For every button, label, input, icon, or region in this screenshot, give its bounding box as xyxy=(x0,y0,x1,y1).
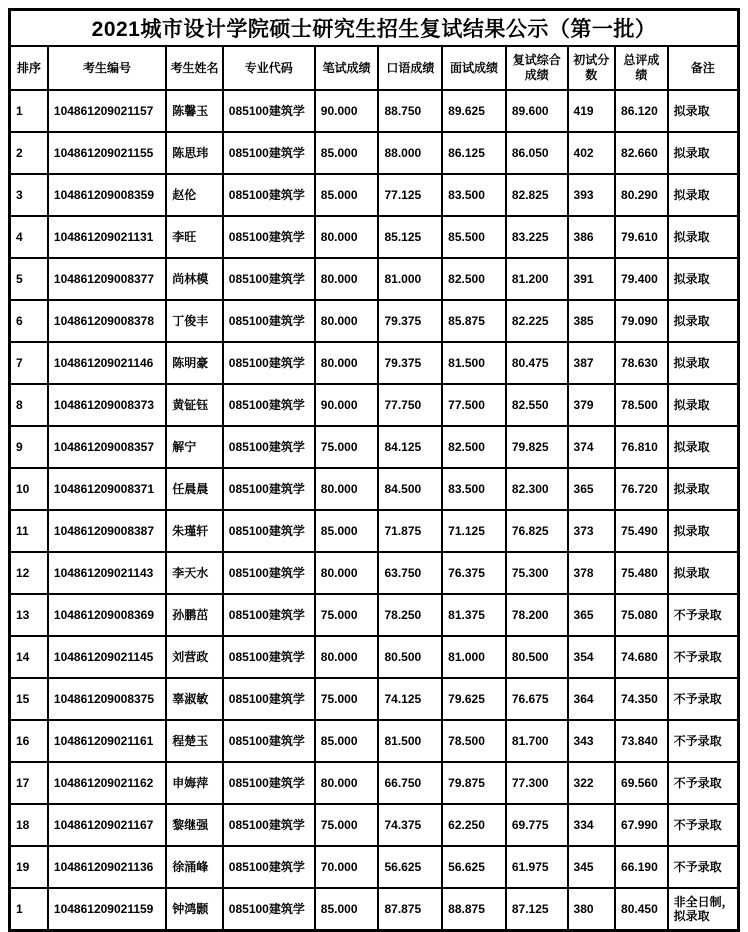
cell-remark: 拟录取 xyxy=(668,426,739,468)
cell-initial-score: 386 xyxy=(568,216,616,258)
column-header-candidate-name: 考生姓名 xyxy=(166,46,223,90)
table-row xyxy=(10,384,739,426)
cell-interview-score: 89.625 xyxy=(442,90,506,132)
cell-interview-score: 81.000 xyxy=(442,636,506,678)
cell-rank: 10 xyxy=(10,468,48,510)
cell-candidate-number: 104861209008378 xyxy=(48,300,166,342)
cell-oral-score: 77.125 xyxy=(378,174,442,216)
cell-rank: 1 xyxy=(10,90,48,132)
cell-remark: 拟录取 xyxy=(668,510,739,552)
cell-initial-score: 402 xyxy=(568,132,616,174)
cell-remark: 拟录取 xyxy=(668,552,739,594)
cell-written-score: 80.000 xyxy=(315,300,379,342)
cell-candidate-number: 104861209008387 xyxy=(48,510,166,552)
cell-rank: 2 xyxy=(10,132,48,174)
cell-written-score: 75.000 xyxy=(315,594,379,636)
cell-candidate-number: 104861209021159 xyxy=(48,888,166,931)
cell-total-score: 69.560 xyxy=(615,762,668,804)
cell-remark: 不予录取 xyxy=(668,846,739,888)
cell-comprehensive-score: 89.600 xyxy=(506,90,568,132)
cell-rank: 19 xyxy=(10,846,48,888)
cell-comprehensive-score: 69.775 xyxy=(506,804,568,846)
cell-major-code: 085100建筑学 xyxy=(223,846,315,888)
cell-comprehensive-score: 80.500 xyxy=(506,636,568,678)
cell-candidate-name: 丁俊丰 xyxy=(166,300,223,342)
cell-initial-score: 393 xyxy=(568,174,616,216)
results-table xyxy=(8,8,740,932)
column-header-remark: 备注 xyxy=(668,46,739,90)
cell-written-score: 80.000 xyxy=(315,762,379,804)
cell-written-score: 85.000 xyxy=(315,720,379,762)
cell-initial-score: 374 xyxy=(568,426,616,468)
cell-comprehensive-score: 82.225 xyxy=(506,300,568,342)
cell-candidate-name: 申娒萍 xyxy=(166,762,223,804)
cell-rank: 5 xyxy=(10,258,48,300)
cell-remark: 不予录取 xyxy=(668,804,739,846)
cell-interview-score: 79.625 xyxy=(442,678,506,720)
table-body xyxy=(10,90,739,931)
cell-total-score: 75.480 xyxy=(615,552,668,594)
cell-total-score: 74.680 xyxy=(615,636,668,678)
cell-major-code: 085100建筑学 xyxy=(223,888,315,931)
cell-comprehensive-score: 77.300 xyxy=(506,762,568,804)
cell-written-score: 85.000 xyxy=(315,132,379,174)
table-row xyxy=(10,258,739,300)
cell-remark: 不予录取 xyxy=(668,720,739,762)
table-row xyxy=(10,132,739,174)
cell-remark: 非全日制，拟录取 xyxy=(668,888,739,931)
cell-candidate-name: 任晨晨 xyxy=(166,468,223,510)
cell-major-code: 085100建筑学 xyxy=(223,468,315,510)
table-row xyxy=(10,888,739,931)
cell-total-score: 76.720 xyxy=(615,468,668,510)
cell-rank: 14 xyxy=(10,636,48,678)
table-row xyxy=(10,300,739,342)
cell-major-code: 085100建筑学 xyxy=(223,132,315,174)
cell-candidate-name: 李旺 xyxy=(166,216,223,258)
cell-candidate-name: 徐涌峰 xyxy=(166,846,223,888)
table-row xyxy=(10,90,739,132)
cell-written-score: 90.000 xyxy=(315,384,379,426)
table-row xyxy=(10,636,739,678)
cell-oral-score: 63.750 xyxy=(378,552,442,594)
cell-comprehensive-score: 83.225 xyxy=(506,216,568,258)
cell-major-code: 085100建筑学 xyxy=(223,90,315,132)
cell-candidate-number: 104861209008375 xyxy=(48,678,166,720)
cell-major-code: 085100建筑学 xyxy=(223,594,315,636)
table-row xyxy=(10,342,739,384)
cell-comprehensive-score: 78.200 xyxy=(506,594,568,636)
cell-total-score: 66.190 xyxy=(615,846,668,888)
cell-interview-score: 86.125 xyxy=(442,132,506,174)
cell-candidate-name: 钟鸿颢 xyxy=(166,888,223,931)
cell-rank: 1 xyxy=(10,888,48,931)
cell-rank: 3 xyxy=(10,174,48,216)
cell-interview-score: 71.125 xyxy=(442,510,506,552)
cell-remark: 拟录取 xyxy=(668,342,739,384)
cell-oral-score: 85.125 xyxy=(378,216,442,258)
cell-comprehensive-score: 76.675 xyxy=(506,678,568,720)
cell-remark: 不予录取 xyxy=(668,762,739,804)
cell-initial-score: 364 xyxy=(568,678,616,720)
cell-oral-score: 78.250 xyxy=(378,594,442,636)
cell-rank: 11 xyxy=(10,510,48,552)
cell-candidate-number: 104861209021157 xyxy=(48,90,166,132)
cell-candidate-number: 104861209021143 xyxy=(48,552,166,594)
cell-candidate-number: 104861209021161 xyxy=(48,720,166,762)
cell-comprehensive-score: 86.050 xyxy=(506,132,568,174)
cell-comprehensive-score: 75.300 xyxy=(506,552,568,594)
cell-initial-score: 365 xyxy=(568,594,616,636)
cell-rank: 9 xyxy=(10,426,48,468)
cell-oral-score: 88.750 xyxy=(378,90,442,132)
cell-comprehensive-score: 79.825 xyxy=(506,426,568,468)
cell-total-score: 78.500 xyxy=(615,384,668,426)
cell-major-code: 085100建筑学 xyxy=(223,300,315,342)
cell-major-code: 085100建筑学 xyxy=(223,258,315,300)
cell-oral-score: 80.500 xyxy=(378,636,442,678)
cell-written-score: 85.000 xyxy=(315,174,379,216)
cell-rank: 4 xyxy=(10,216,48,258)
cell-written-score: 80.000 xyxy=(315,636,379,678)
cell-rank: 12 xyxy=(10,552,48,594)
cell-major-code: 085100建筑学 xyxy=(223,384,315,426)
cell-initial-score: 365 xyxy=(568,468,616,510)
cell-interview-score: 81.500 xyxy=(442,342,506,384)
column-header-rank: 排序 xyxy=(10,46,48,90)
cell-written-score: 75.000 xyxy=(315,426,379,468)
cell-total-score: 78.630 xyxy=(615,342,668,384)
cell-candidate-name: 程楚玉 xyxy=(166,720,223,762)
cell-total-score: 79.610 xyxy=(615,216,668,258)
cell-candidate-name: 朱瑾轩 xyxy=(166,510,223,552)
cell-initial-score: 354 xyxy=(568,636,616,678)
cell-comprehensive-score: 81.200 xyxy=(506,258,568,300)
cell-interview-score: 83.500 xyxy=(442,174,506,216)
cell-interview-score: 56.625 xyxy=(442,846,506,888)
cell-written-score: 90.000 xyxy=(315,90,379,132)
column-header-oral-score: 口语成绩 xyxy=(378,46,442,90)
cell-oral-score: 56.625 xyxy=(378,846,442,888)
cell-major-code: 085100建筑学 xyxy=(223,804,315,846)
cell-comprehensive-score: 61.975 xyxy=(506,846,568,888)
cell-candidate-number: 104861209021136 xyxy=(48,846,166,888)
cell-interview-score: 81.375 xyxy=(442,594,506,636)
table-row xyxy=(10,468,739,510)
cell-comprehensive-score: 81.700 xyxy=(506,720,568,762)
cell-comprehensive-score: 82.825 xyxy=(506,174,568,216)
cell-oral-score: 81.500 xyxy=(378,720,442,762)
cell-rank: 6 xyxy=(10,300,48,342)
cell-rank: 7 xyxy=(10,342,48,384)
cell-written-score: 80.000 xyxy=(315,342,379,384)
column-header-comprehensive-score: 复试综合成绩 xyxy=(506,46,568,90)
cell-candidate-name: 孙鹏茁 xyxy=(166,594,223,636)
cell-initial-score: 345 xyxy=(568,846,616,888)
cell-comprehensive-score: 82.550 xyxy=(506,384,568,426)
cell-initial-score: 380 xyxy=(568,888,616,931)
cell-remark: 拟录取 xyxy=(668,132,739,174)
cell-major-code: 085100建筑学 xyxy=(223,762,315,804)
cell-remark: 不予录取 xyxy=(668,678,739,720)
cell-oral-score: 87.875 xyxy=(378,888,442,931)
cell-candidate-number: 104861209021145 xyxy=(48,636,166,678)
column-header-candidate-number: 考生编号 xyxy=(48,46,166,90)
cell-initial-score: 378 xyxy=(568,552,616,594)
cell-total-score: 76.810 xyxy=(615,426,668,468)
table-row xyxy=(10,720,739,762)
cell-total-score: 79.090 xyxy=(615,300,668,342)
cell-oral-score: 84.125 xyxy=(378,426,442,468)
cell-remark: 拟录取 xyxy=(668,90,739,132)
cell-oral-score: 66.750 xyxy=(378,762,442,804)
table-row xyxy=(10,594,739,636)
cell-initial-score: 322 xyxy=(568,762,616,804)
cell-written-score: 80.000 xyxy=(315,216,379,258)
cell-interview-score: 82.500 xyxy=(442,258,506,300)
cell-major-code: 085100建筑学 xyxy=(223,174,315,216)
cell-written-score: 70.000 xyxy=(315,846,379,888)
cell-oral-score: 79.375 xyxy=(378,300,442,342)
cell-oral-score: 81.000 xyxy=(378,258,442,300)
cell-interview-score: 76.375 xyxy=(442,552,506,594)
cell-oral-score: 84.500 xyxy=(378,468,442,510)
cell-major-code: 085100建筑学 xyxy=(223,342,315,384)
cell-total-score: 75.490 xyxy=(615,510,668,552)
cell-initial-score: 419 xyxy=(568,90,616,132)
cell-candidate-number: 104861209008377 xyxy=(48,258,166,300)
table-row xyxy=(10,552,739,594)
cell-major-code: 085100建筑学 xyxy=(223,510,315,552)
cell-remark: 拟录取 xyxy=(668,258,739,300)
cell-remark: 拟录取 xyxy=(668,174,739,216)
header-row xyxy=(10,46,739,90)
cell-total-score: 67.990 xyxy=(615,804,668,846)
cell-candidate-name: 陈馨玉 xyxy=(166,90,223,132)
cell-candidate-name: 李天水 xyxy=(166,552,223,594)
cell-major-code: 085100建筑学 xyxy=(223,720,315,762)
cell-comprehensive-score: 80.475 xyxy=(506,342,568,384)
column-header-major-code: 专业代码 xyxy=(223,46,315,90)
cell-initial-score: 391 xyxy=(568,258,616,300)
table-row xyxy=(10,846,739,888)
cell-rank: 15 xyxy=(10,678,48,720)
cell-initial-score: 334 xyxy=(568,804,616,846)
cell-rank: 17 xyxy=(10,762,48,804)
cell-comprehensive-score: 87.125 xyxy=(506,888,568,931)
cell-comprehensive-score: 76.825 xyxy=(506,510,568,552)
cell-comprehensive-score: 82.300 xyxy=(506,468,568,510)
cell-major-code: 085100建筑学 xyxy=(223,426,315,468)
cell-total-score: 80.290 xyxy=(615,174,668,216)
cell-initial-score: 387 xyxy=(568,342,616,384)
cell-candidate-number: 104861209008369 xyxy=(48,594,166,636)
cell-rank: 16 xyxy=(10,720,48,762)
cell-interview-score: 83.500 xyxy=(442,468,506,510)
cell-written-score: 85.000 xyxy=(315,888,379,931)
cell-interview-score: 85.500 xyxy=(442,216,506,258)
cell-total-score: 73.840 xyxy=(615,720,668,762)
cell-candidate-name: 陈思玮 xyxy=(166,132,223,174)
cell-initial-score: 385 xyxy=(568,300,616,342)
cell-candidate-name: 解宁 xyxy=(166,426,223,468)
cell-rank: 8 xyxy=(10,384,48,426)
table-row xyxy=(10,174,739,216)
cell-initial-score: 343 xyxy=(568,720,616,762)
column-header-interview-score: 面试成绩 xyxy=(442,46,506,90)
cell-candidate-number: 104861209021162 xyxy=(48,762,166,804)
column-header-initial-score: 初试分数 xyxy=(568,46,616,90)
cell-oral-score: 79.375 xyxy=(378,342,442,384)
cell-oral-score: 74.375 xyxy=(378,804,442,846)
cell-total-score: 79.400 xyxy=(615,258,668,300)
cell-oral-score: 71.875 xyxy=(378,510,442,552)
cell-candidate-number: 104861209021167 xyxy=(48,804,166,846)
cell-major-code: 085100建筑学 xyxy=(223,636,315,678)
cell-interview-score: 79.875 xyxy=(442,762,506,804)
cell-written-score: 85.000 xyxy=(315,510,379,552)
cell-remark: 拟录取 xyxy=(668,216,739,258)
cell-candidate-name: 刘营政 xyxy=(166,636,223,678)
cell-candidate-number: 104861209008359 xyxy=(48,174,166,216)
cell-candidate-number: 104861209021155 xyxy=(48,132,166,174)
cell-total-score: 82.660 xyxy=(615,132,668,174)
table-row xyxy=(10,762,739,804)
cell-total-score: 86.120 xyxy=(615,90,668,132)
cell-interview-score: 88.875 xyxy=(442,888,506,931)
cell-candidate-name: 陈明豪 xyxy=(166,342,223,384)
cell-candidate-name: 尚林模 xyxy=(166,258,223,300)
cell-total-score: 74.350 xyxy=(615,678,668,720)
table-row xyxy=(10,216,739,258)
cell-candidate-name: 黎继强 xyxy=(166,804,223,846)
cell-candidate-number: 104861209021131 xyxy=(48,216,166,258)
cell-interview-score: 77.500 xyxy=(442,384,506,426)
cell-interview-score: 62.250 xyxy=(442,804,506,846)
table-row xyxy=(10,804,739,846)
cell-candidate-number: 104861209008373 xyxy=(48,384,166,426)
cell-candidate-name: 辜淑敏 xyxy=(166,678,223,720)
cell-total-score: 75.080 xyxy=(615,594,668,636)
column-header-total-score: 总评成绩 xyxy=(615,46,668,90)
cell-written-score: 80.000 xyxy=(315,468,379,510)
cell-written-score: 80.000 xyxy=(315,258,379,300)
cell-candidate-number: 104861209008357 xyxy=(48,426,166,468)
cell-initial-score: 379 xyxy=(568,384,616,426)
cell-major-code: 085100建筑学 xyxy=(223,678,315,720)
cell-rank: 13 xyxy=(10,594,48,636)
page-title: 2021城市设计学院硕士研究生招生复试结果公示（第一批） xyxy=(10,10,739,47)
column-header-written-score: 笔试成绩 xyxy=(315,46,379,90)
cell-major-code: 085100建筑学 xyxy=(223,216,315,258)
cell-candidate-number: 104861209021146 xyxy=(48,342,166,384)
cell-candidate-number: 104861209008371 xyxy=(48,468,166,510)
table-row xyxy=(10,510,739,552)
cell-remark: 不予录取 xyxy=(668,636,739,678)
cell-remark: 拟录取 xyxy=(668,468,739,510)
table-row xyxy=(10,426,739,468)
cell-candidate-name: 赵伦 xyxy=(166,174,223,216)
cell-interview-score: 85.875 xyxy=(442,300,506,342)
cell-total-score: 80.450 xyxy=(615,888,668,931)
cell-initial-score: 373 xyxy=(568,510,616,552)
cell-written-score: 75.000 xyxy=(315,804,379,846)
cell-major-code: 085100建筑学 xyxy=(223,552,315,594)
cell-remark: 拟录取 xyxy=(668,384,739,426)
cell-oral-score: 77.750 xyxy=(378,384,442,426)
cell-written-score: 75.000 xyxy=(315,678,379,720)
table-row xyxy=(10,678,739,720)
cell-remark: 拟录取 xyxy=(668,300,739,342)
cell-rank: 18 xyxy=(10,804,48,846)
cell-candidate-name: 黄钲钰 xyxy=(166,384,223,426)
cell-oral-score: 74.125 xyxy=(378,678,442,720)
cell-interview-score: 78.500 xyxy=(442,720,506,762)
cell-oral-score: 88.000 xyxy=(378,132,442,174)
cell-written-score: 80.000 xyxy=(315,552,379,594)
title-row xyxy=(10,10,739,47)
cell-remark: 不予录取 xyxy=(668,594,739,636)
cell-interview-score: 82.500 xyxy=(442,426,506,468)
